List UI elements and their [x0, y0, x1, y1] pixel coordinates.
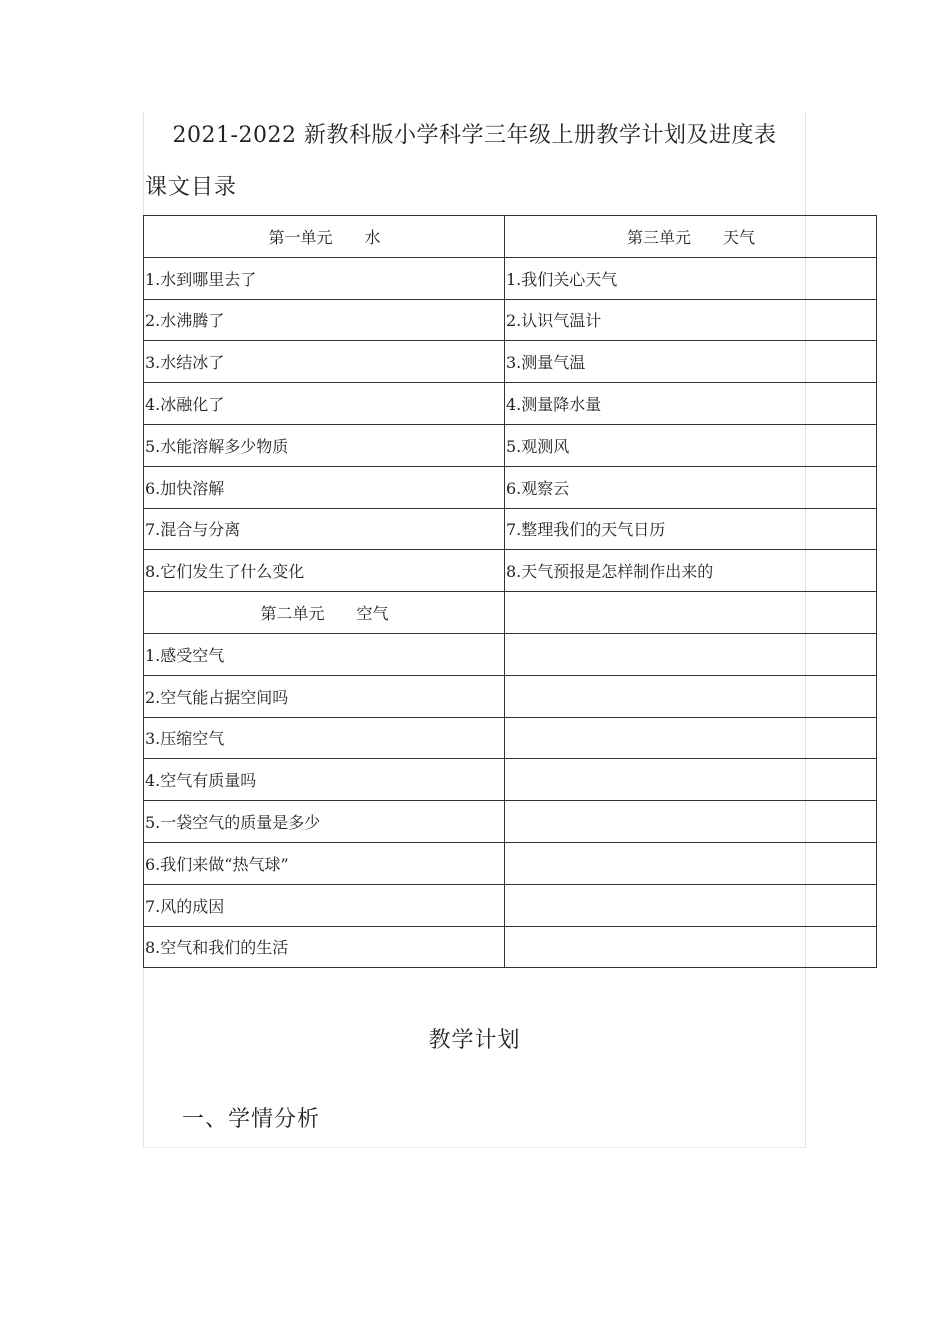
lesson-cell: 3.水结冰了 [144, 341, 505, 383]
lesson-cell: 5.观测风 [505, 424, 877, 466]
empty-cell [505, 884, 877, 926]
table-row [144, 550, 877, 592]
table-row [144, 383, 877, 425]
lesson-cell: 5.水能溶解多少物质 [144, 424, 505, 466]
lesson-cell: 4.冰融化了 [144, 383, 505, 425]
table-row [144, 424, 877, 466]
table-row [144, 759, 877, 801]
empty-cell [505, 675, 877, 717]
empty-cell [505, 633, 877, 675]
lesson-cell: 7.混合与分离 [144, 508, 505, 550]
unit-header-water: 第一单元 水 [144, 216, 505, 258]
toc-heading: 课文目录 [145, 175, 238, 200]
table-row [144, 508, 877, 550]
table-row [144, 216, 877, 258]
lesson-cell: 1.水到哪里去了 [144, 257, 505, 299]
unit-header-air: 第二单元 空气 [144, 592, 505, 634]
lesson-cell: 6.观察云 [505, 466, 877, 508]
sub-heading: 一、学情分析 [182, 1107, 321, 1132]
lesson-cell: 1.我们关心天气 [505, 257, 877, 299]
document-title: 2021-2022 新教科版小学科学三年级上册教学计划及进度表 [172, 123, 777, 148]
table-row [144, 592, 877, 634]
empty-cell [505, 592, 877, 634]
toc-table [143, 215, 877, 968]
table-row [144, 633, 877, 675]
table-row [144, 257, 877, 299]
lesson-cell: 7.风的成因 [144, 884, 505, 926]
lesson-cell: 1.感受空气 [144, 633, 505, 675]
table-row [144, 341, 877, 383]
table-row [144, 884, 877, 926]
table-row [144, 466, 877, 508]
lesson-cell: 7.整理我们的天气日历 [505, 508, 877, 550]
empty-cell [505, 717, 877, 759]
lesson-cell: 8.它们发生了什么变化 [144, 550, 505, 592]
table-row [144, 801, 877, 843]
table-row [144, 299, 877, 341]
lesson-cell: 8.天气预报是怎样制作出来的 [505, 550, 877, 592]
unit-header-weather: 第三单元 天气 [505, 216, 877, 258]
lesson-cell: 6.我们来做“热气球” [144, 842, 505, 884]
section-heading: 教学计划 [428, 1028, 521, 1053]
table-row [144, 926, 877, 968]
lesson-cell: 8.空气和我们的生活 [144, 926, 505, 968]
empty-cell [505, 842, 877, 884]
empty-cell [505, 759, 877, 801]
empty-cell [505, 926, 877, 968]
empty-cell [505, 801, 877, 843]
table-row [144, 842, 877, 884]
lesson-cell: 5.一袋空气的质量是多少 [144, 801, 505, 843]
lesson-cell: 2.水沸腾了 [144, 299, 505, 341]
table-row [144, 675, 877, 717]
lesson-cell: 2.空气能占据空间吗 [144, 675, 505, 717]
lesson-cell: 3.压缩空气 [144, 717, 505, 759]
lesson-cell: 4.空气有质量吗 [144, 759, 505, 801]
lesson-cell: 4.测量降水量 [505, 383, 877, 425]
lesson-cell: 3.测量气温 [505, 341, 877, 383]
lesson-cell: 6.加快溶解 [144, 466, 505, 508]
lesson-cell: 2.认识气温计 [505, 299, 877, 341]
table-row [144, 717, 877, 759]
